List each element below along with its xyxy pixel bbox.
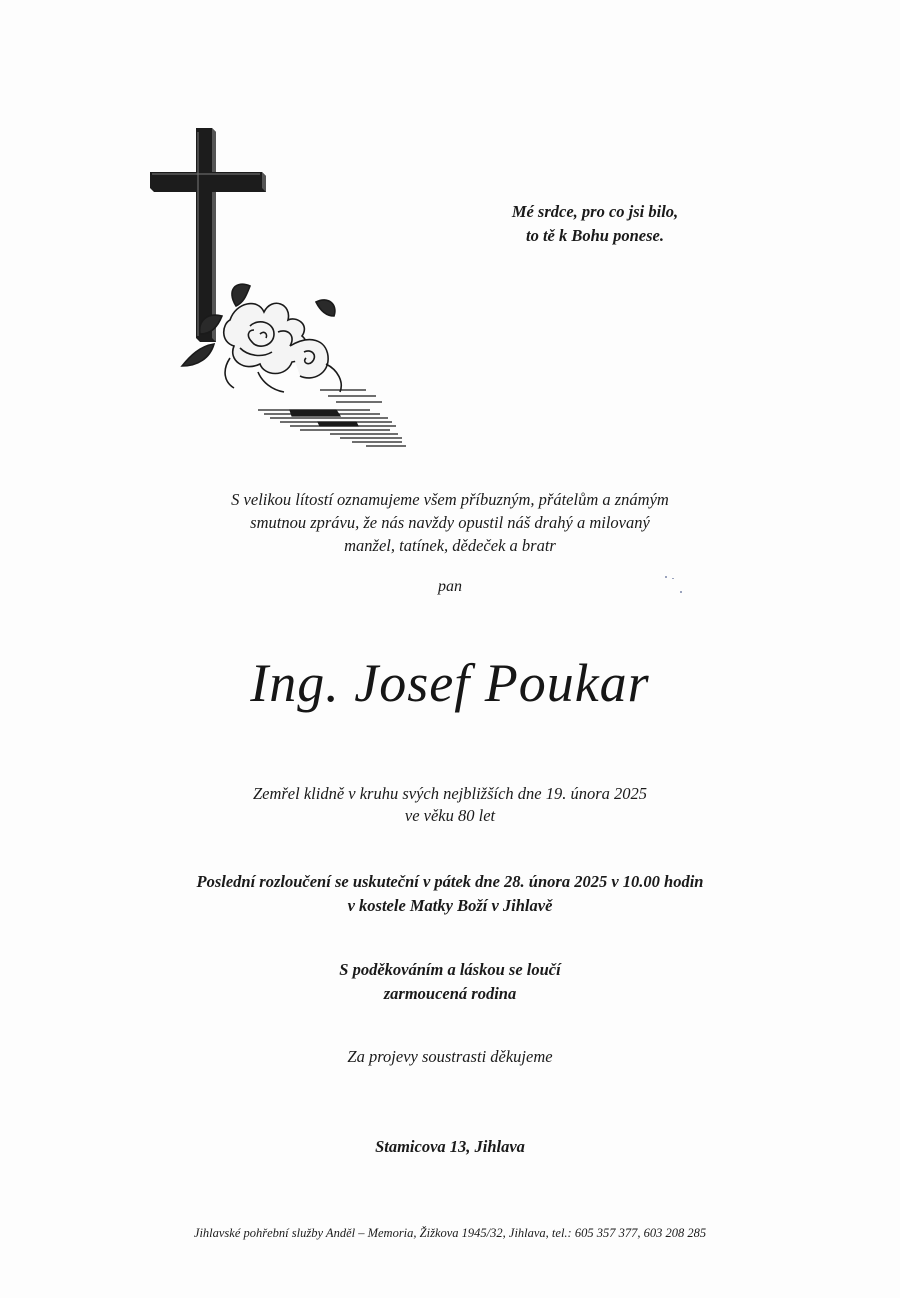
condolence-note: Za projevy soustrasti děkujeme <box>347 1047 553 1066</box>
scan-speck <box>680 591 682 593</box>
family-address: Stamicova 13, Jihlava <box>375 1137 525 1156</box>
deceased-name: Ing. Josef Poukar <box>250 653 650 713</box>
farewell-line: S poděkováním a láskou se loučí <box>339 960 561 979</box>
funeral-info <box>100 870 800 918</box>
funeral-info-line: Poslední rozloučení se uskuteční v pátek dne 28. února 2025 v 10.00 hodin <box>196 872 704 891</box>
funeral-info-line: v kostele Matky Boží v Jihlavě <box>347 896 553 915</box>
cross-with-roses-image <box>140 120 420 460</box>
announcement <box>120 488 780 557</box>
honorific: pan <box>438 578 462 595</box>
funeral-service-footer: Jihlavské pohřební služby Anděl – Memoria, Žižkova 1945/32, Jihlava, tel.: 605 357 377, 603 208 285 <box>193 1226 707 1240</box>
announcement-line: manžel, tatínek, dědeček a bratr <box>344 536 556 555</box>
death-notice-line: ve věku 80 let <box>404 806 496 825</box>
ground-hatching <box>258 390 406 446</box>
epigraph <box>440 200 750 248</box>
scan-speck <box>672 578 674 579</box>
farewell-line: zarmoucená rodina <box>383 984 517 1003</box>
epigraph-line: Mé srdce, pro co jsi bilo, <box>511 202 679 221</box>
announcement-line: S velikou lítostí oznamujeme všem příbuzným, přátelům a známým <box>231 490 669 509</box>
announcement-line: smutnou zprávu, že nás navždy opustil náš drahý a milovaný <box>250 513 650 532</box>
death-notice <box>120 783 780 827</box>
death-notice-line: Zemřel klidně v kruhu svých nejbližších dne 19. února 2025 <box>252 784 648 803</box>
scan-speck <box>665 576 667 578</box>
epigraph-line: to tě k Bohu ponese. <box>526 226 664 245</box>
farewell <box>200 958 700 1006</box>
